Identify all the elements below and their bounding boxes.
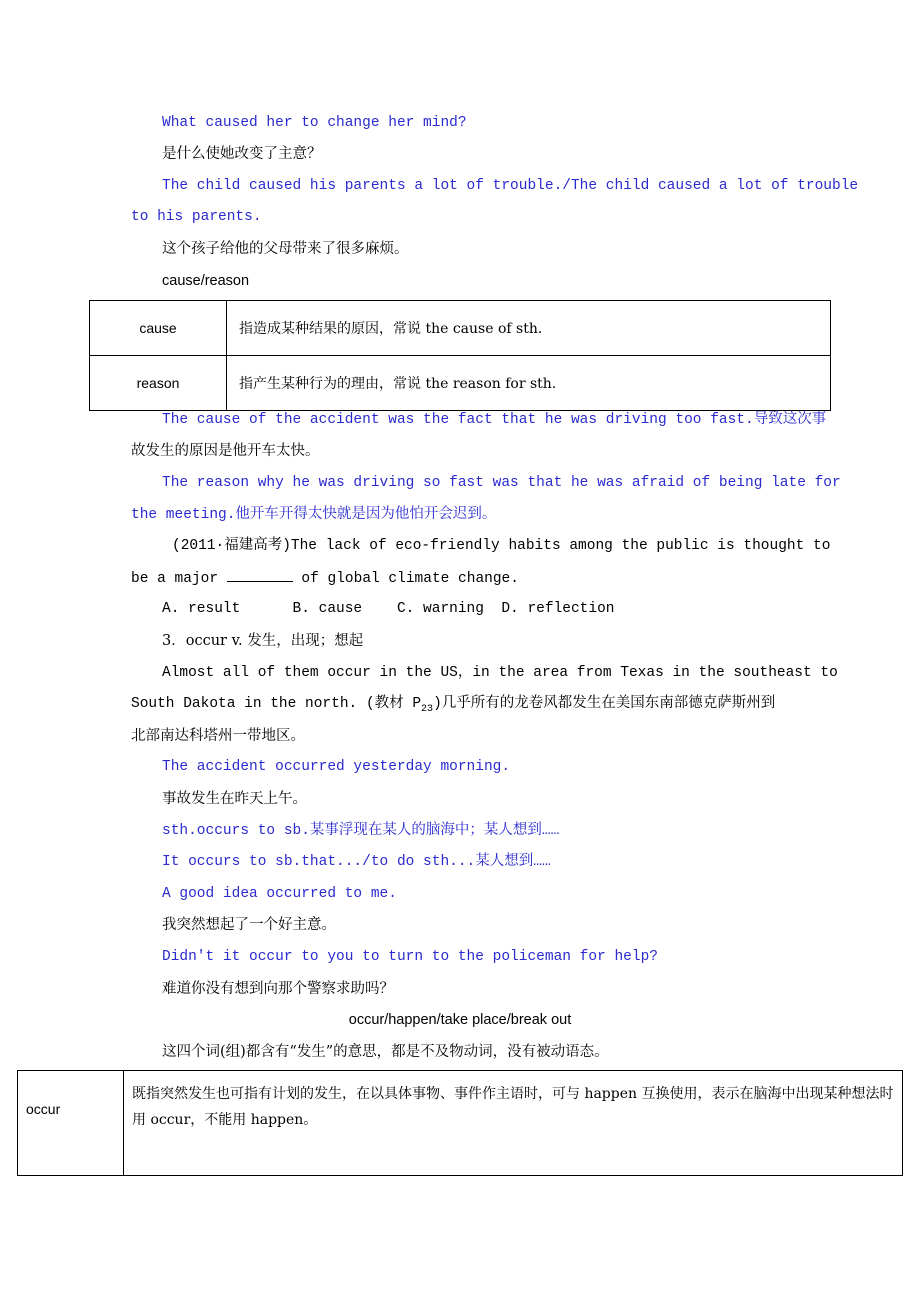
sentence-part: South Dakota in the north. (教材 P [131,696,422,712]
example-sentence: to his parents. [131,209,262,225]
translation: 北部南达科塔州一带地区。 [131,728,305,744]
table-value: 指造成某种结果的原因，常说 the cause of sth. [227,301,831,356]
comparison-title: occur/happen/take place/break out [348,1012,572,1028]
table-value: 既指突然发生也可指有计划的发生，在以具体事物、事件作主语时，可与 happen 互换使用，表示在脑海中出现某种想法时用 occur，不能用 happen。 [124,1071,903,1176]
example-sentence: The child caused his parents a lot of trouble./The child caused a lot of trouble [162,178,859,194]
phrase-usage: It occurs to sb.that.../to do sth...某人想到…… [162,854,551,870]
table-key: occur [18,1071,124,1176]
table-key: reason [90,356,227,411]
translation: 故发生的原因是他开车太快。 [131,443,320,459]
question-text: of global climate change. [301,571,519,587]
example-sentence: Didn't it occur to you to turn to the policeman for help? [162,949,658,965]
example-sentence: Almost all of them occur in the US，in the area from Texas in the southeast to [162,665,838,681]
section-heading: 3．occur v. 发生，出现；想起 [162,633,364,649]
exam-question: (2011·福建高考)The lack of eco-friendly habits among the public is thought to [172,538,831,554]
example-sentence: A good idea occurred to me. [162,886,397,902]
answer-options: A. result B. cause C. warning D. reflection [162,601,615,617]
translation: 难道你没有想到向那个警察求助吗？ [162,981,394,997]
occur-table [17,1070,903,1176]
page-subscript: 23 [421,703,434,715]
translation: 事故发生在昨天上午。 [162,791,307,807]
sentence-part: )几乎所有的龙卷风都发生在美国东南部德克萨斯州到 [433,696,776,712]
phrase-usage: sth.occurs to sb.某事浮现在某人的脑海中；某人想到…… [162,823,560,839]
translation: 我突然想起了一个好主意。 [162,917,336,933]
comparison-note: 这四个词(组)都含有“发生”的意思，都是不及物动词，没有被动语态。 [162,1044,609,1060]
cause-reason-table [89,300,831,411]
example-sentence: The cause of the accident was the fact that he was driving too fast.导致这次事 [162,412,827,428]
table-row [18,1071,903,1176]
example-sentence: The accident occurred yesterday morning. [162,759,511,775]
example-sentence: What caused her to change her mind? [162,115,467,131]
example-sentence: The reason why he was driving so fast was that he was afraid of being late for [162,475,841,491]
exam-question-line [131,569,519,588]
section-label: cause/reason [162,273,250,289]
translation: 这个孩子给他的父母带来了很多麻烦。 [162,241,409,257]
answer-blank [227,569,293,582]
table-row [90,356,831,411]
table-key: cause [90,301,227,356]
translation: 是什么使她改变了主意？ [162,146,322,162]
table-value: 指产生某种行为的理由，常说 the reason for sth. [227,356,831,411]
table-row [90,301,831,356]
example-sentence: the meeting.他开车开得太快就是因为他怕开会迟到。 [131,507,497,523]
example-sentence [131,695,775,719]
question-text: be a major [131,571,219,587]
